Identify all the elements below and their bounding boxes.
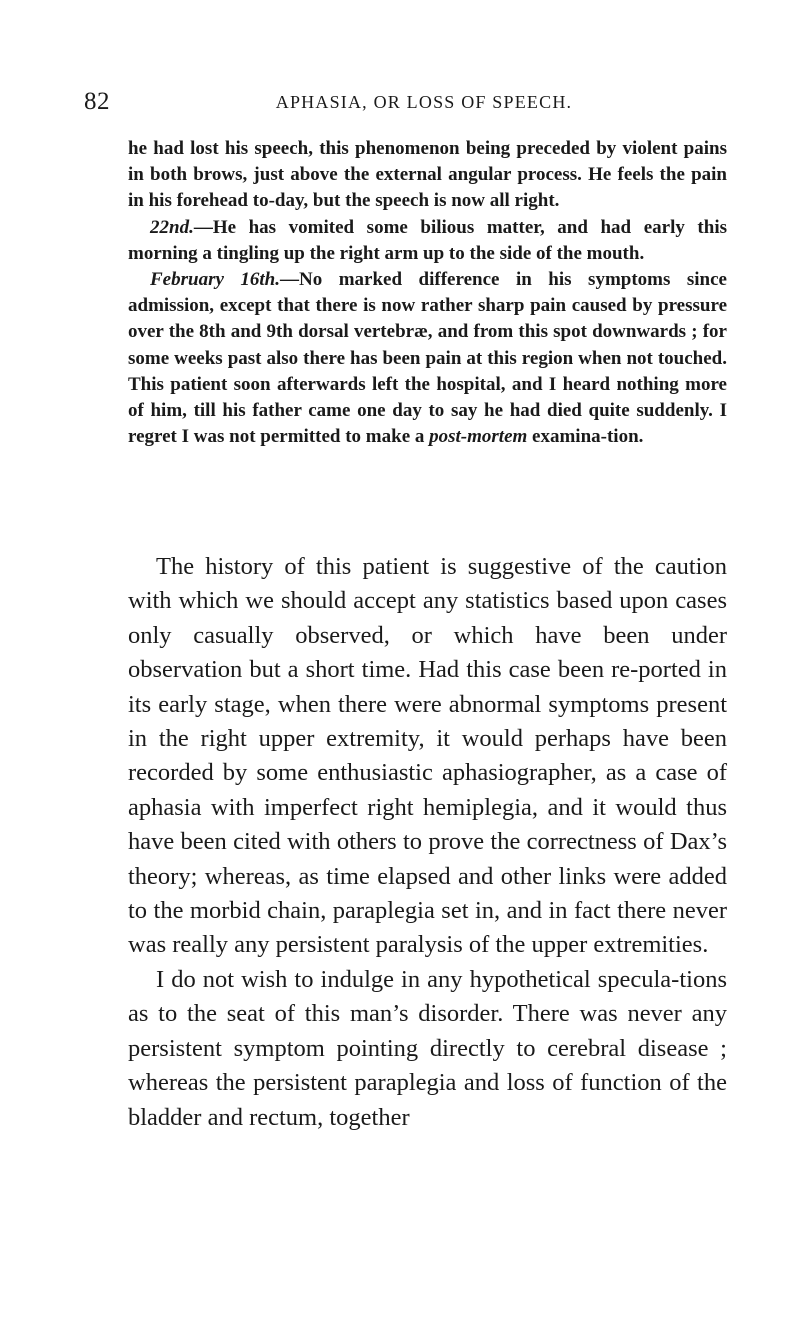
body-paragraph: I do not wish to indulge in any hypothetical specula-tions as to the seat of this man’s disorder. There was never any persistent symptom pointing directly to cerebral disease ; whereas the persistent paraplegia and loss of function of the bladder and rectum, together <box>128 965 727 1131</box>
note-text: —He has vomited some bilious matter, and had early this morning a tingling up the right arm up to the side of the mouth. <box>128 216 727 264</box>
case-note-paragraph <box>128 215 727 267</box>
page-number: 82 <box>84 88 110 115</box>
page-header <box>84 88 724 118</box>
note-date: 22nd. <box>150 216 194 238</box>
main-text <box>128 550 727 1135</box>
note-date: February 16th. <box>150 269 280 291</box>
running-head: APHASIA, OR LOSS OF SPEECH. <box>275 92 573 112</box>
case-note-paragraph <box>128 267 727 450</box>
body-paragraph: The history of this patient is suggestive of the caution with which we should accept any statistics based upon cases only casually observed, or which have been under observation but a short time. Had this case been re-ported in its early stage, when there were abnormal symptoms present in the right upper extremity, it would perhaps have been recorded by some enthusiastic aphasiographer, as a case of aphasia with imperfect right hemiplegia, and it would thus have been cited with others to prove the correctness of Dax’s theory; whereas, as time elapsed and other links were added to the morbid chain, paraplegia set in, and in fact there never was really any persistent paralysis of the upper extremities. <box>128 553 727 959</box>
case-notes <box>128 136 727 450</box>
note-text: —No marked difference in his symptoms since admission, except that there is now rather sharp pain caused by pressure over the 8th and 9th dorsal vertebræ, and from this spot downwards ; for some weeks past also there has been pain at this region when not touched. This patient soon afterwards left the hospital, and I heard nothing more of him, till his father came one day to say he had died quite suddenly. I regret I was not permitted to make a <box>128 269 727 448</box>
italic-term: post-mortem <box>429 426 528 448</box>
case-note-paragraph: he had lost his speech, this phenomenon being preceded by violent pains in both brows, just above the external angular process. He feels the pain in his forehead to-day, but the speech is now all right. <box>128 138 727 212</box>
note-text: examina-tion. <box>527 426 644 448</box>
